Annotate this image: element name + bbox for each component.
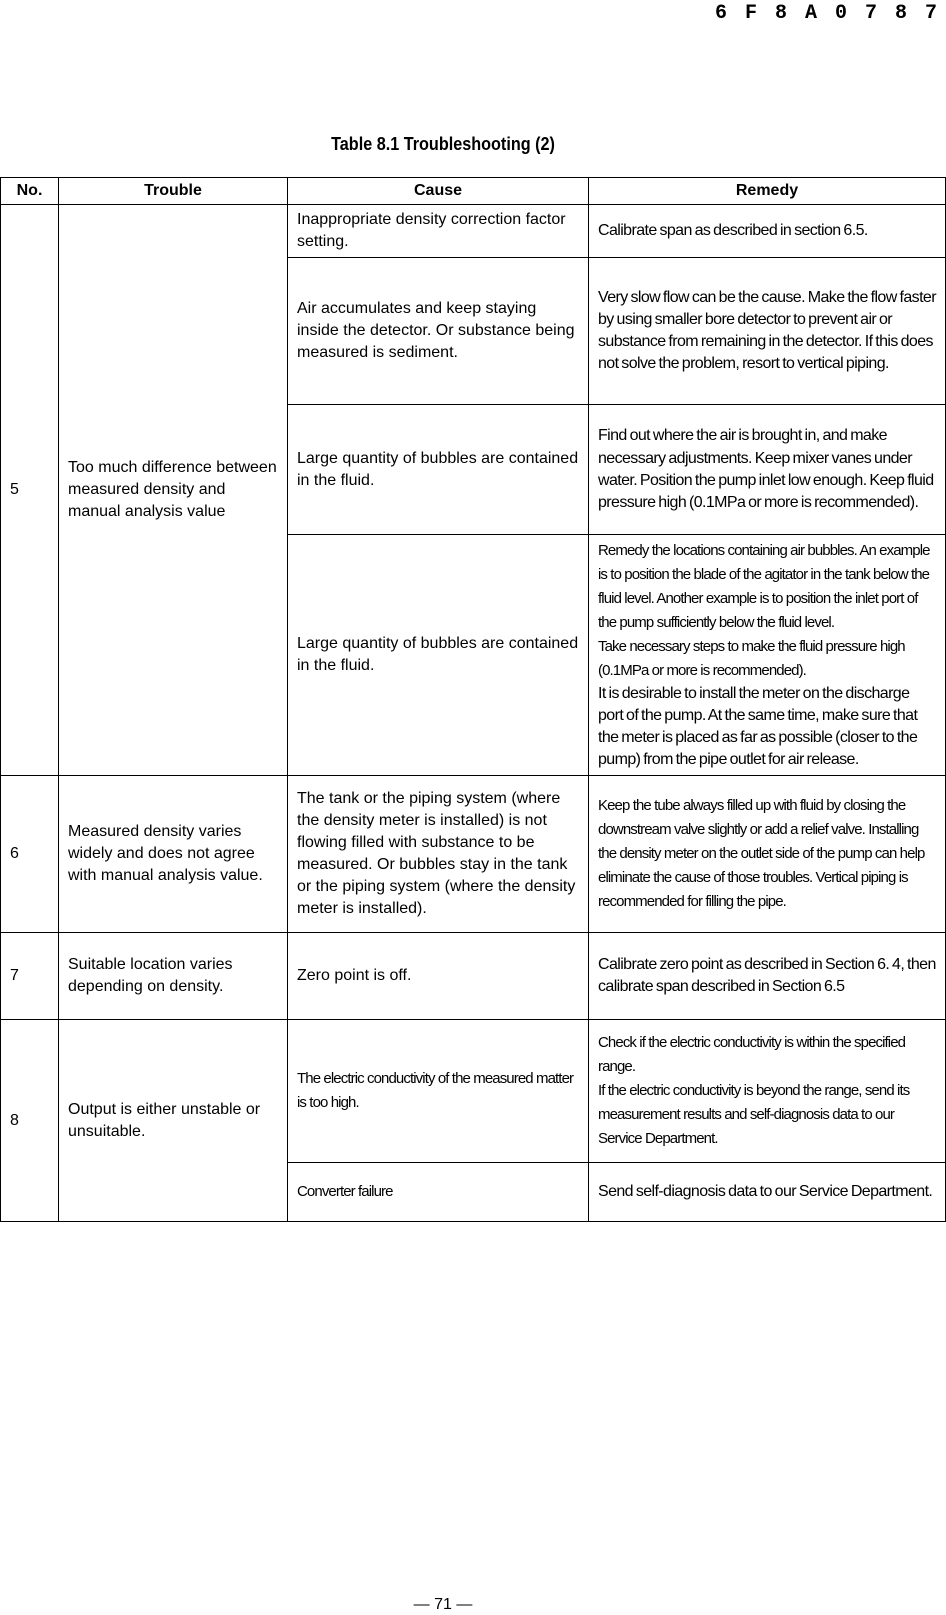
row-5-remedy-4-part-c: It is desirable to install the meter on the discharge port of the pump. At the same time, make sure that the meter is placed as far as possible (closer to the pump) from the pipe outlet for air release.	[598, 684, 918, 769]
header-cause: Cause	[288, 178, 589, 205]
row-8-cause-2: Converter failure	[288, 1163, 589, 1222]
page-number: ― 71 ―	[413, 1596, 473, 1613]
row-6-no: 6	[1, 776, 59, 933]
row-5-cause-5: The tank or the piping system (where the density meter is installed) is not flowing filled with substance to be measured. Or bubbles stay in the tank or the piping system (where the density meter is installed).	[288, 776, 589, 933]
table-row	[1, 933, 946, 1020]
row-8-remedy-1	[589, 1020, 946, 1163]
row-8-trouble: Output is either unstable or unsuitable.	[59, 1020, 288, 1222]
row-5-cause-4: Large quantity of bubbles are contained in the fluid.	[288, 535, 589, 776]
row-7-remedy: Calibrate zero point as described in Section 6. 4, then calibrate span described in Section 6.5	[589, 933, 946, 1020]
row-5-remedy-4-part-b: Take necessary steps to make the fluid pressure high (0.1MPa or more is recommended).	[598, 637, 905, 679]
row-8-remedy-2: Send self-diagnosis data to our Service Department.	[589, 1163, 946, 1222]
row-5-remedy-3: Find out where the air is brought in, and make necessary adjustments. Keep mixer vanes under water. Position the pump inlet low enough. Keep fluid pressure high (0.1MPa or more is recommended).	[589, 405, 946, 535]
row-6-remedy: Keep the tube always filled up with fluid by closing the downstream valve slightly or add a relief valve. Installing the density meter on the outlet side of the pump can help eliminate the cause of those troubles. Vertical piping is recommended for filling the pipe.	[589, 776, 946, 933]
row-5-cause-1: Inappropriate density correction factor setting.	[288, 205, 589, 258]
header-trouble: Trouble	[59, 178, 288, 205]
row-8-remedy-1-part-b: If the electric conductivity is beyond the range, send its measurement results and self-diagnosis data to our Service Department.	[598, 1082, 910, 1148]
row-8-remedy-1-part-a: Check if the electric conductivity is within the specified range.	[598, 1034, 906, 1076]
row-5-no: 5	[1, 205, 59, 776]
row-5-cause-2: Air accumulates and keep staying inside the detector. Or substance being measured is sediment.	[288, 258, 589, 405]
row-5-trouble: Too much difference between measured density and manual analysis value	[59, 205, 288, 776]
table-row	[1, 205, 946, 258]
table-header-row	[1, 178, 946, 205]
row-7-trouble: Suitable location varies depending on density.	[59, 933, 288, 1020]
row-5-remedy-4	[589, 535, 946, 776]
row-6-trouble: Measured density varies widely and does not agree with manual analysis value.	[59, 776, 288, 933]
row-5-remedy-4-part-a: Remedy the locations containing air bubbles. An example is to position the blade of the agitator in the tank below the fluid level. Another example is to position the inlet port of the pump sufficiently below the fluid level.	[598, 541, 930, 631]
row-8-no: 8	[1, 1020, 59, 1222]
header-remedy: Remedy	[589, 178, 946, 205]
row-8-cause-1: The electric conductivity of the measured matter is too high.	[288, 1020, 589, 1163]
troubleshooting-table	[0, 177, 946, 1222]
row-7-no: 7	[1, 933, 59, 1020]
header-no: No.	[1, 178, 59, 205]
row-5-remedy-1: Calibrate span as described in section 6.5.	[589, 205, 946, 258]
document-id: 6 F 8 A 0 7 8 7	[714, 2, 940, 25]
table-title: Table 8.1 Troubleshooting (2)	[331, 134, 555, 154]
table-row	[1, 1020, 946, 1163]
row-7-cause: Zero point is off.	[288, 933, 589, 1020]
row-5-cause-3: Large quantity of bubbles are contained in the fluid.	[288, 405, 589, 535]
row-5-remedy-2: Very slow flow can be the cause. Make the flow faster by using smaller bore detector to prevent air or substance from remaining in the detector. If this does not solve the problem, resort to vertical piping.	[589, 258, 946, 405]
